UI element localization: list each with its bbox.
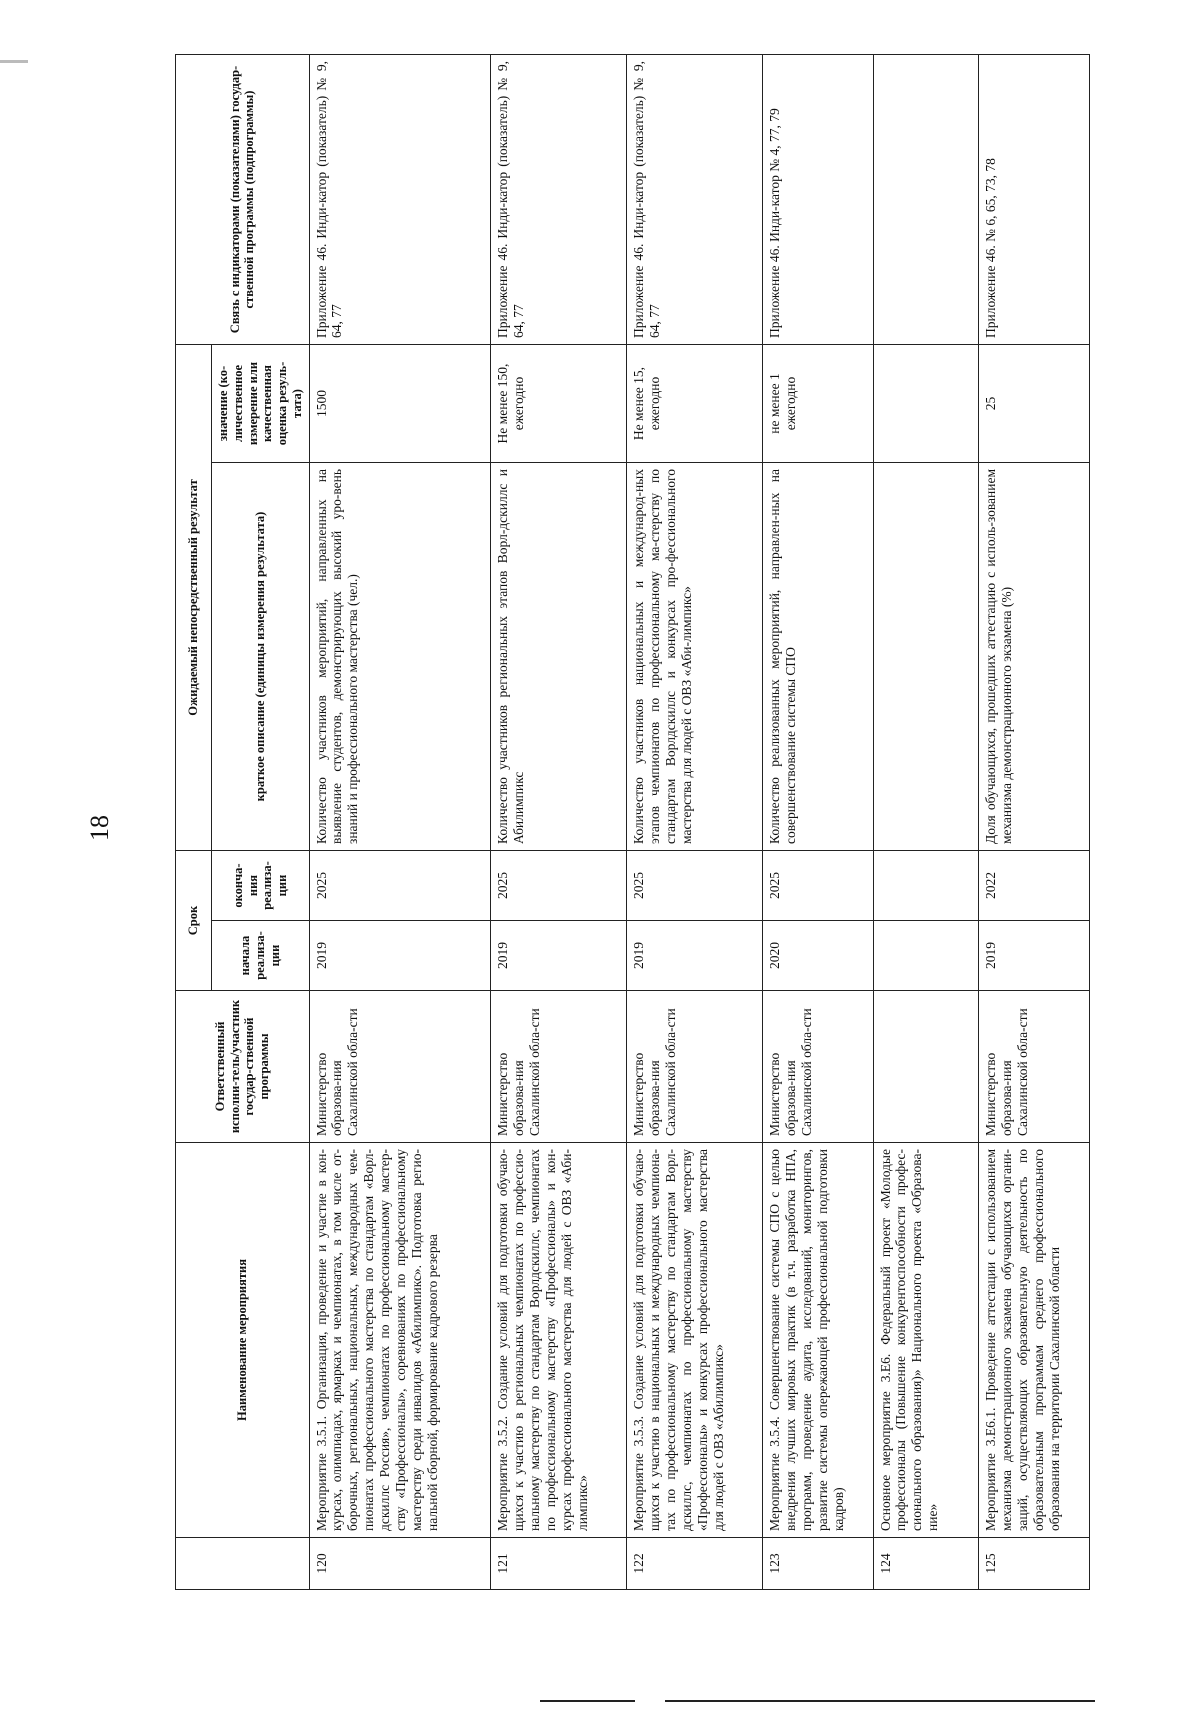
indicator-link: Приложение 46. Инди-катор № 4, 77, 79	[763, 55, 874, 345]
row-number: 122	[627, 1538, 763, 1590]
result-value: 1500	[309, 345, 491, 463]
header-responsible: Ответственный исполни-тель/участник государ-ственной программы	[176, 991, 310, 1143]
end-year	[873, 851, 979, 921]
result-description: Доля обучающихся, прошедших аттестацию с исполь-зованием механизма демонстрационного экзамена (%)	[979, 463, 1090, 851]
activity-name: Мероприятие 3.5.1. Организация, проведение и участие в кон-курсах, олимпиадах, ярмарках и чемпионатах, в том числе от-борочных, региональных, национальных, международных чем-пионатах профессионального мастерства по стандартам «Ворл-дскиллс Россия», чемпионатах по профессиональному мастер-ству «Профессионалы», соревнованиях по профессиональному мастерству среди инвалидов «Абилимпикс». Подготовка регио-нальной сборной, формирование кадрового резерва	[309, 1143, 491, 1538]
activity-name: Мероприятие 3.5.2. Создание условий для подготовки обучаю-щихся к участию в региональных чемпионатах по профессио-нальному мастерству по стандартам Ворлдскиллс, чемпионатах по профессиональному мастерству «Профессионалы» и кон-курсах профессионального мастерства для людей с ОВЗ «Аби-лимпикс»	[491, 1143, 627, 1538]
header-result-value: значение (ко-личественное измерение или качественная оценка резуль-тата)	[212, 345, 310, 463]
header-result-description: краткое описание (единицы измерения результата)	[212, 463, 310, 851]
rotated-table-container	[175, 55, 1090, 1590]
table-row	[309, 55, 491, 1590]
result-value: Не менее 150, ежегодно	[491, 345, 627, 463]
header-number	[176, 1538, 310, 1590]
responsible-executor	[873, 991, 979, 1143]
header-term-end: оконча-ния реализа-ции	[212, 851, 310, 921]
result-description: Количество участников национальных и международ-ных этапов чемпионатов по профессиональному ма-стерству по стандартам Ворлдскиллс и конкурсах про-фессионального мастерства для людей с ОВЗ «Аби-лимпикс»	[627, 463, 763, 851]
table-row	[763, 55, 874, 1590]
result-value: не менее 1 ежегодно	[763, 345, 874, 463]
responsible-executor: Министерство образова-ния Сахалинской обла-сти	[979, 991, 1090, 1143]
row-number: 125	[979, 1538, 1090, 1590]
responsible-executor: Министерство образова-ния Сахалинской обла-сти	[491, 991, 627, 1143]
footer-rule-right	[665, 1700, 1095, 1702]
indicator-link: Приложение 46. Инди-катор (показатель) № 9, 64, 77	[491, 55, 627, 345]
result-description: Количество участников региональных этапов Ворл-дскиллс и Абилимпикс	[491, 463, 627, 851]
header-name: Наименование мероприятия	[176, 1143, 310, 1538]
row-number: 123	[763, 1538, 874, 1590]
row-number: 124	[873, 1538, 979, 1590]
result-value: Не менее 15, ежегодно	[627, 345, 763, 463]
row-number: 120	[309, 1538, 491, 1590]
start-year: 2020	[763, 921, 874, 991]
responsible-executor: Министерство образова-ния Сахалинской обла-сти	[627, 991, 763, 1143]
footer-rule-left	[540, 1700, 635, 1702]
result-value: 25	[979, 345, 1090, 463]
indicator-link: Приложение 46. Инди-катор (показатель) № 9, 64, 77	[309, 55, 491, 345]
activities-table	[175, 54, 1090, 1590]
activity-name: Основное мероприятие 3.Е6. Федеральный проект «Молодые профессионалы (Повышение конкурентоспособности профес-сионального образования)» Национального проекта «Образова-ние»	[873, 1143, 979, 1538]
table-row	[873, 55, 979, 1590]
header-term-start: начала реализа-ции	[212, 921, 310, 991]
end-year: 2025	[309, 851, 491, 921]
end-year: 2025	[763, 851, 874, 921]
scan-artifact	[0, 60, 28, 63]
result-value	[873, 345, 979, 463]
header-link: Связь с индикаторами (показателями) государ-ственной программы (подпрограммы)	[176, 55, 310, 345]
start-year	[873, 921, 979, 991]
result-description: Количество участников мероприятий, направленных на выявление студентов, демонстрирующих высокий уро-вень знаний и профессионального мастерства (чел.)	[309, 463, 491, 851]
end-year: 2022	[979, 851, 1090, 921]
table-row	[627, 55, 763, 1590]
start-year: 2019	[979, 921, 1090, 991]
end-year: 2025	[627, 851, 763, 921]
end-year: 2025	[491, 851, 627, 921]
table-row	[979, 55, 1090, 1590]
start-year: 2019	[627, 921, 763, 991]
header-result: Ожидаемый непосредственный результат	[176, 345, 212, 851]
activity-name: Мероприятие 3.Е6.1. Проведение аттестации с использованием механизма демонстрационного экзамена обучающихся органи-заций, осуществляющих образовательную деятельность по образовательным программам среднего профессионального образования на территории Сахалинской области	[979, 1143, 1090, 1538]
activity-name: Мероприятие 3.5.4. Совершенствование системы СПО с целью внедрения лучших мировых практик (в т.ч. разработка НПА, программ, проведение аудита, исследований, мониторингов, развитие системы опережающей профессиональной подготовки кадров)	[763, 1143, 874, 1538]
responsible-executor: Министерство образова-ния Сахалинской обла-сти	[763, 991, 874, 1143]
page-number: 18	[85, 815, 114, 841]
table-row	[491, 55, 627, 1590]
header-term: Срок	[176, 851, 212, 991]
result-description	[873, 463, 979, 851]
row-number: 121	[491, 1538, 627, 1590]
indicator-link: Приложение 46. Инди-катор (показатель) № 9, 64, 77	[627, 55, 763, 345]
activity-name: Мероприятие 3.5.3. Создание условий для подготовки обучаю-щихся к участию в национальных и международных чемпиона-тах по профессиональному мастерству по стандартам Ворл-дскиллс, чемпионатах по профессиональному мастерству «Профессионалы» и конкурсах профессионального мастерства для людей с ОВЗ «Абилимпикс»	[627, 1143, 763, 1538]
result-description: Количество реализованных мероприятий, направлен-ных на совершенствование системы СПО	[763, 463, 874, 851]
responsible-executor: Министерство образова-ния Сахалинской обла-сти	[309, 991, 491, 1143]
indicator-link: Приложение 46. № 6, 65, 73, 78	[979, 55, 1090, 345]
start-year: 2019	[491, 921, 627, 991]
start-year: 2019	[309, 921, 491, 991]
indicator-link	[873, 55, 979, 345]
